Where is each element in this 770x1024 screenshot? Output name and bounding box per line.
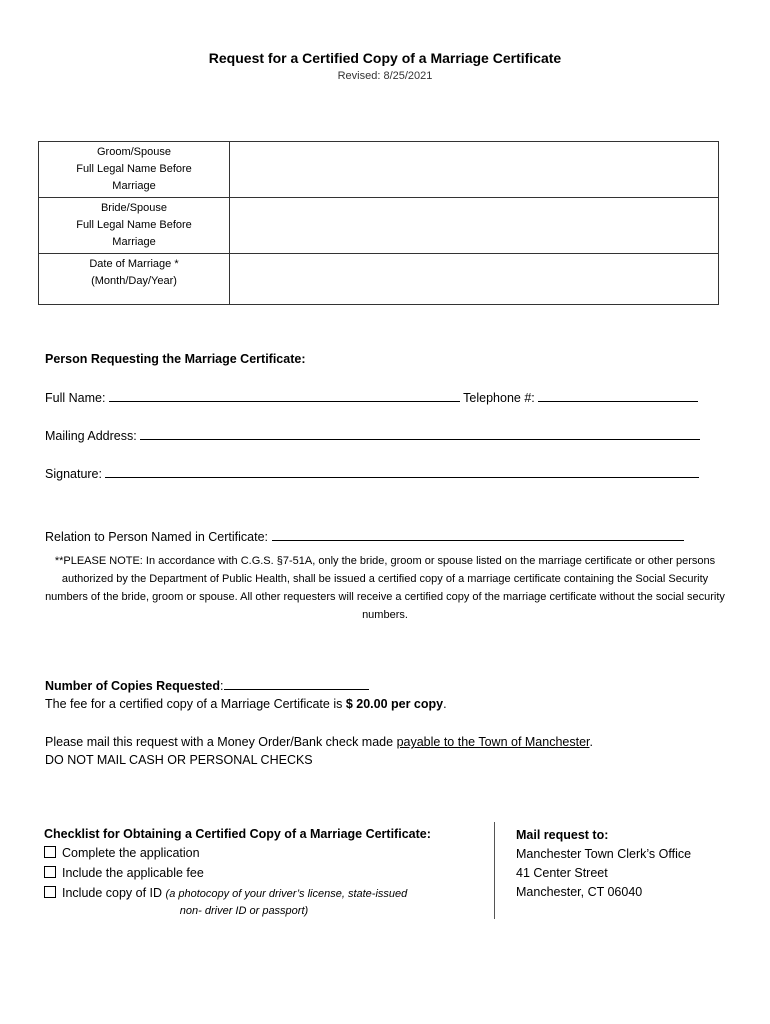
mail-to-line: Manchester Town Clerk’s Office — [516, 847, 692, 861]
fee-line: The fee for a certified copy of a Marriage Certificate is $ 20.00 per copy. — [45, 697, 447, 711]
groom-name-field[interactable] — [230, 142, 719, 198]
signature-row — [45, 465, 699, 482]
mail-to-block — [516, 826, 691, 902]
telephone-label: Telephone #: — [463, 391, 535, 405]
marriage-date-label: Date of Marriage * (Month/Day/Year) — [39, 254, 230, 305]
relation-label: Relation to Person Named in Certificate: — [45, 530, 269, 544]
id-note: (a photocopy of your driver’s license, state-issued — [165, 888, 408, 900]
table-row — [39, 142, 719, 198]
bride-name-field[interactable] — [230, 198, 719, 254]
relation-row — [45, 528, 684, 545]
telephone-input[interactable] — [538, 389, 698, 402]
table-row — [39, 254, 719, 305]
revised-date: Revised: 8/25/2021 — [337, 70, 433, 82]
copies-row: Number of Copies Requested: — [45, 677, 369, 694]
groom-label: Groom/Spouse Full Legal Name Before Marriage — [39, 142, 230, 198]
mail-to-line: Manchester, CT 06040 — [516, 885, 643, 899]
checklist-heading: Checklist for Obtaining a Certified Copy of a Marriage Certificate: — [44, 827, 431, 841]
checkbox[interactable] — [44, 886, 56, 898]
relation-input[interactable] — [272, 528, 684, 541]
signature-input[interactable] — [105, 465, 699, 478]
mailing-address-input[interactable] — [140, 427, 700, 440]
legal-note: **PLEASE NOTE: In accordance with C.G.S. §7-51A, only the bride, groom or spouse listed on the marriage certificate or other persons authorized by the Department of Public Health, shall be issued a certified copy of a marriage certificate containing the Social Security numbers of the bride, groom or spouse. All other requesters will receive a certified copy of the marriage certificate without the social security numbers. — [45, 555, 725, 621]
mailing-address-label: Mailing Address: — [45, 429, 137, 443]
checklist-item: Include the applicable fee — [44, 863, 204, 883]
signature-label: Signature: — [45, 467, 102, 481]
full-name-input[interactable] — [109, 389, 460, 402]
checklist-item: Complete the application — [44, 843, 200, 863]
no-cash-warning: DO NOT MAIL CASH OR PERSONAL CHECKS — [45, 753, 313, 767]
copies-label: Number of Copies Requested — [45, 679, 221, 693]
marriage-info-table — [38, 141, 719, 305]
checkbox[interactable] — [44, 846, 56, 858]
page-title: Request for a Certified Copy of a Marriage Certificate — [208, 50, 562, 66]
payable-to: payable to the Town of Manchester — [396, 735, 590, 749]
full-name-label: Full Name: — [45, 391, 106, 405]
copies-input[interactable] — [224, 677, 369, 690]
mail-to-line: 41 Center Street — [516, 866, 608, 880]
payment-line: Please mail this request with a Money Order/Bank check made payable to the Town of Manchester. — [45, 735, 593, 749]
requester-heading: Person Requesting the Marriage Certificate: — [45, 352, 306, 366]
bride-label: Bride/Spouse Full Legal Name Before Marriage — [39, 198, 230, 254]
marriage-date-field[interactable] — [230, 254, 719, 305]
table-row — [39, 198, 719, 254]
mailing-row — [45, 427, 700, 444]
id-note-continued: non- driver ID or passport) — [179, 905, 309, 917]
mail-to-heading: Mail request to: — [516, 828, 609, 842]
column-divider — [494, 822, 495, 919]
fee-amount: $ 20.00 per copy — [345, 697, 444, 711]
checkbox[interactable] — [44, 866, 56, 878]
full-name-row — [45, 389, 725, 406]
checklist-item: Include copy of ID (a photocopy of your driver’s license, state-issued — [44, 883, 407, 904]
